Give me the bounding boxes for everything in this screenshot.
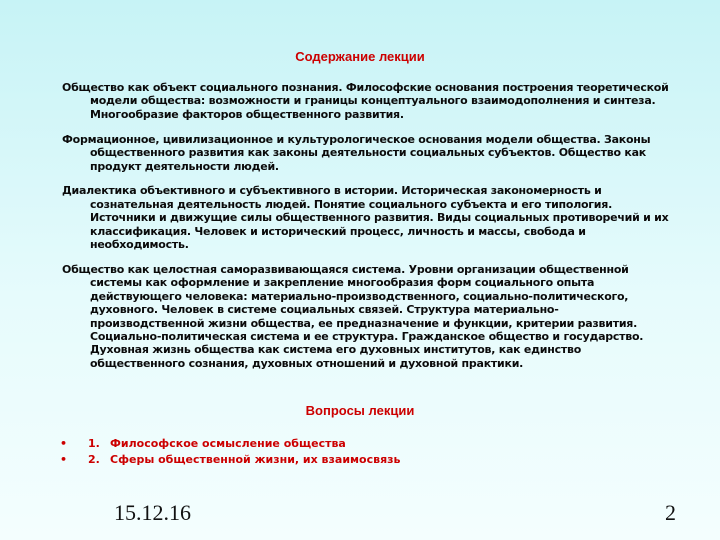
question-item <box>60 452 660 468</box>
page-number: 2 <box>665 500 676 525</box>
content-paragraph-2: Формационное, цивилизационное и культурологическое основания модели общества. Законы общественного развития как законы деятельности социальных субъектов. Общество как продукт деятельности людей. <box>62 132 651 173</box>
slide-date: 15.12.16 <box>114 500 191 525</box>
question-text: Сферы общественной жизни, их взаимосвязь <box>110 453 401 466</box>
content-paragraph-1: Общество как объект социального познания. Философские основания построения теоретической модели общества: возможности и границы концептуального взаимодополнения и синтеза. Многообразие факторов общественного развития. <box>62 81 669 121</box>
bullet-icon: • <box>60 453 68 466</box>
bullet-icon: • <box>60 437 68 450</box>
slide-title: Содержание лекции <box>295 49 425 64</box>
question-number: 1. <box>88 437 100 450</box>
lecture-content <box>62 81 672 370</box>
question-item <box>60 436 660 452</box>
questions-list <box>60 436 660 468</box>
question-number: 2. <box>88 453 100 466</box>
content-paragraph-3: Диалектика объективного и субъективного в истории. Историческая закономерность и сознательная деятельность людей. Понятие социального субъекта и его типология. Источники и движущие силы общественного развития. Виды социальных противоречий и их классификация. Человек и исторический процесс, личность и массы, свобода и необходимость. <box>62 184 669 252</box>
question-text: Философское осмысление общества <box>110 437 346 450</box>
content-paragraph-4: Общество как целостная саморазвивающаяся система. Уровни организации общественной системы как оформление и закрепление многообразия форм социального опыта действующего человека: материально-производственного, социально-политического, духовного. Человек в системе социальных связей. Структура материально-производственной жизни общества, ее предназначение и функции, критерии развития. Социально-политическая система и ее структура. Гражданское общество и государство. Духовная жизнь общества как система его духовных институтов, как единство общественного сознания, духовных отношений и духовной практики. <box>62 262 644 370</box>
questions-title: Вопросы лекции <box>305 403 415 418</box>
